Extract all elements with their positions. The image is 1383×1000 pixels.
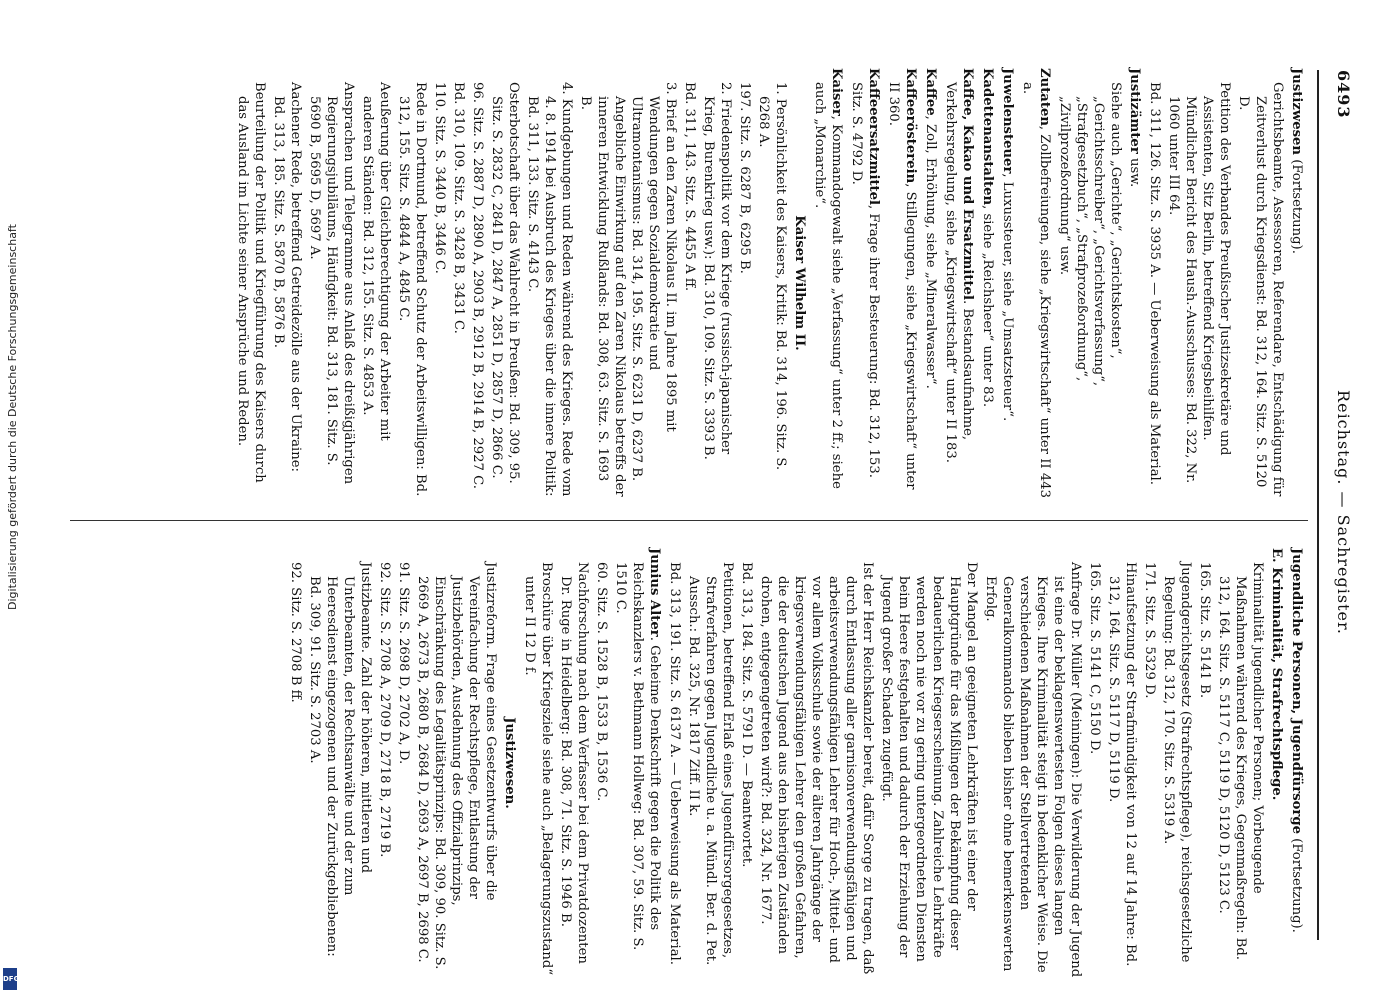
register-entry [942,68,976,498]
entry-line: Aeußerung über Gleichberechtigung der Arbeiter mit anderen Ständen: Bd. 312, 155. Sitz. S. 4853 A. [360,82,392,441]
entry-heading [811,68,845,498]
entry-keyword: Junius Alter [647,548,662,637]
entry-continuation: , Stillegungen, siehe „Kriegswirtschaft“ unter II 360. [886,82,918,490]
dfg-credit [0,0,22,1000]
entry-line: Anfrage Dr. Müller (Meiningen): Die Verwilderung der Jugend ist eine der beklagenswertesten Folgen dieses langen Krieges. Ihre Kriminalität steigt in bedenklicher Weise. Die verschiedenen Maßnahmen der Stellvertretenden Generalkommandos blieben bisher ohne bemerkenswerten Erfolg. [983,562,1083,978]
entry-keyword: E. Kriminalität, Strafrechtspflege. [1269,548,1284,801]
entry-line: 4. Kundgebungen und Reden während des Krieges. Rede vom 4. 8. 1914 bei Ausbruch des Krieges über die innere Politik: Bd. 311, 133. Sitz. S. 4143 C. [525,82,574,497]
entry-heading [885,68,919,498]
entry-continuation: usw. [1127,153,1142,188]
entry-line: Kriminalität jugendlicher Personen; Vorbeugende Maßnahmen während des Krieges, Gegenmaßregeln: Bd. 312, 164. Sitz. S. 5117 C, 5119 D, 5120 D, 5123 C. [1216,562,1265,960]
entry-keyword: Juwelensteuer [1000,68,1015,174]
entry-line: Der Mangel an geeigneten Lehrkräften ist einer der Hauptgründe für das Mißlingen der Bekämpfung dieser bedauerlichen Kriegserscheinung. Zahlreiche Lehrkräfte werden noch nie vor zu gering untergeordneten Diensten beim Heere festgehalten und dadurch der Erziehung der Jugend großer Schaden zugefügt. [879,562,979,962]
entry-line: 92. Sitz. S. 2708 B ff. [288,562,303,703]
register-entry [885,68,919,498]
page-number: 6493 [1334,70,1353,119]
entry-line: Bd. 310, 109. Sitz. S. 3428 B, 3431 C. [451,82,466,334]
entry-continuation: , Zoll, Erhöhung, siehe „Mineralwasser“. [923,115,938,389]
entry-heading [1126,68,1143,498]
section-heading: Kaiser Wilhelm II. [792,215,807,351]
entry-line: Osterbotschaft über das Wahlrecht in Preußen: Bd. 309, 95. Sitz. S. 2832 C, 2841 D, 2847 A, 2851 D, 2857 D, 2866 C. [489,82,521,484]
entry-continuation: , Kommandogewalt siehe „Verfassung“ unter 2 ff.; siehe auch „Monarchie“. [812,82,844,489]
entry-line: Aachener Rede, betreffend Getreidezölle aus der Ukraine: Bd. 313, 185. Sitz. S. 5870 B, 5876 B. [271,82,303,472]
right-column [284,548,1305,978]
register-entry [666,548,1285,978]
entry-line: Petitionen, betreffend Erlaß eines Jugendfürsorgegesetzes, Strafverfahren gegen Jugendliche u. a. Mündl. Ber. d. Pet. Aussch.: Bd. 325, Nr. 1817 Ziff. II k. [686,562,735,966]
entry-line: 92. Sitz. S. 2708 A, 2709 D, 2718 B, 2719 B. [377,562,392,858]
register-entry [234,68,808,498]
entry-keyword: Zutaten [1037,68,1052,126]
entry-keyword: Kadettenanstalten [980,68,995,206]
register-entry [922,68,939,498]
header-rule [1317,70,1319,940]
entry-line: Siehe auch „Gerichte“, „Gerichtskosten“, „Gerichtsschreiber“, „Gerichtsverfassung“, „Strafgesetzbuch“, „Strafprozeßordnung“, „Zivilprozeßordnung“ usw. [1057,82,1123,387]
left-column [231,68,1305,498]
entry-line: Petition des Verbandes Preußischer Justizsekretäre und Assistenten, Sitz Berlin, betreffend Kriegsbeihilfen. Mündlicher Bericht des Haush.-Ausschusses: Bd. 322, Nr. 1060 unter III 64. [1166,82,1232,484]
entry-line: 91. Sitz. S. 2698 D, 2702 A, D. [396,562,411,765]
register-entry [1056,68,1143,498]
entry-keyword: Kaffee [923,68,938,116]
register-entry [521,548,663,978]
entry-heading [1288,548,1305,978]
register-entry [287,548,518,978]
entry-line: Gerichtsbeamte, Assessoren, Referendare, Entschädigung für Zeitverlust durch Kriegsdienst: Bd. 312, 164. Sitz. S. 5120 D. [1236,82,1285,497]
entry-keyword: Justizwesen [1289,68,1304,155]
entry-continuation: . Geheime Denkschrift gegen die Politik des Reichskanzlers v. Bethmann Hollweg: Bd. 307, 59. Sitz. S. 1510 C. [613,562,662,951]
entry-line: Bd. 313, 191. Sitz. S. 6137 A. — Ueberweisung als Material. [667,562,682,965]
page-header [1325,70,1365,955]
entry-heading [979,68,996,498]
dfg-logo: DFG [3,968,17,990]
entry-continuation: (Fortsetzung). [1289,833,1304,933]
entry-heading [1288,68,1305,498]
register-entry [999,68,1016,498]
entry-line: Nachforschung nach dem Verfasser bei dem Privatdozenten Dr. Ruge in Heidelberg: Bd. 308, 71. Sitz. S. 1946 B. [558,562,590,964]
entry-line: 165. Sitz. S. 5141 C, 5150 D. [1087,562,1102,755]
entry-line: Jugendgerichtsgesetz (Strafrechtspflege), reichsgesetzliche Regelung: Bd. 312, 170. Sitz. S. 5319 A. [1161,562,1193,963]
entry-continuation: , Frage ihrer Besteuerung: Bd. 312, 153. Sitz. S. 4792 D. [849,82,881,478]
entry-keyword: Kaiser [829,68,844,116]
entry-heading [999,68,1016,498]
running-title: Reichstag. — Sachregister. [1334,390,1353,635]
entry-keyword: Kaffee, Kakao und Ersatzmittel [960,68,975,300]
entry-continuation: , Luxussteuer, siehe „Umsatzsteuer“. [1000,173,1015,422]
entry-line: Broschüre über Kriegsziele siehe auch „Belagerungszustand“ unter II 12 D f. [522,562,554,976]
entry-continuation: (Fortsetzung). [1289,155,1304,254]
entry-line: Hinaufsetzung der Strafmündigkeit von 12 auf 14 Jahre: Bd. 312, 164. Sitz. S. 5117 D, 5119 D. [1106,562,1138,967]
register-entry [811,68,845,498]
entry-line: Bd. 311, 126. Sitz. S. 3935 A. — Ueberweisung als Material. [1147,82,1162,485]
entry-heading [1268,548,1285,978]
entry-line: 3. Brief an den Zaren Nikolaus II. im Jahre 1895 mit Wendungen gegen Sozialdemokratie und Ultramontanismus: Bd. 314, 195. Sitz. S. 6231 D, 6237 B. Angebliche Einwirkung auf den Zaren Nikolaus betreffs der inneren Entwicklung Rußlands: Bd. 308, 63. Sitz. S. 1693 B. [578,82,678,497]
entry-keyword: Kaffeerösterein [903,68,918,184]
entry-line: 165. Sitz. S. 5141 B. [1197,562,1212,699]
entry-keyword: Kaffeeersatzmittel [866,68,881,206]
entry-heading [848,68,882,498]
register-entry [1288,548,1305,978]
register-entry [1019,68,1053,498]
entry-continuation: , siehe „Reichsheer“ unter 83. [980,205,995,408]
register-entry [1146,68,1305,498]
entry-line: 1. Persönlichkeit des Kaisers, Kritik: Bd. 314, 196. Sitz. S. 6268 A. [756,82,788,471]
entry-keyword: Justizämter [1127,68,1142,154]
column-divider [70,520,1308,521]
entry-heading [1019,68,1053,498]
entry-heading [922,68,939,498]
entry-line: Ist der Herr Reichskanzler bereit, dafür Sorge zu tragen, daß durch Entlassung aller garnisonverwendungsfähigen und arbeitsverwendungsfähigen Lehrer für Hoch-, Mittel- und vor allem Volksschule sowie der älteren Jahrgänge der kriegsverwendungsfähigen Lehrer den großen Gefahren, die der deutschen Jugend aus den bisherigen Zuständen drohen, entgegengetreten wird?: Bd. 324, Nr. 1677. [758,562,875,975]
entry-heading [612,548,663,978]
entry-line: 171. Sitz. S. 5329 D. [1142,562,1157,699]
entry-line: Justizbeamte. Zahl der höheren, mittleren und Unterbeamten, der Rechtsanwälte und der zum Heeresdienst eingezogenen und der Zurückgebliebenen: Bd. 309, 91. Sitz. S. 2703 A. [307,562,373,957]
register-entry [979,68,996,498]
entry-line: Justizreform. Frage eines Gesetzentwurfs über die Vereinfachung der Rechtspflege, Entlastung der Justizbehörden, Ausdehnung des Offizialprinzips, Einschränkung des Legalitätsprinzips: Bd. 309, 90. Sitz. S. 2669 A, 2673 B, 2680 B, 2684 D, 2693 A, 2697 B, 2698 C. [415,562,498,970]
entry-keyword: Jugendliche Personen, Jugendfürsorge [1289,548,1304,834]
entry-continuation: . Bestandsaufnahme, Verkehrsregelung, siehe „Kriegswirtschaft“ unter II 183. [943,82,975,463]
entry-line: 96. Sitz. S. 2887 D, 2890 A, 2903 B, 2912 B, 2914 B, 2927 C. [470,82,485,489]
dfg-credit-text: Digitalisierung gefördert durch die Deutsche Forschungsgemeinschaft [6,224,19,610]
entry-line: 110. Sitz. S. 3440 B, 3446 C. [432,82,447,274]
entry-line: Bd. 313, 184. Sitz. S. 5791 D. — Beantwortet. [739,562,754,868]
register-entry [848,68,882,498]
entry-line: 2. Friedenspolitik vor dem Kriege (russisch-japanischer Krieg, Burenkrieg usw.): Bd. 310, 109. Sitz. S. 3393 B. [701,82,733,460]
entry-continuation: , Zollbefreiungen, siehe „Kriegswirtschaft“ unter II 443 a. [1020,82,1052,499]
section-heading: Justizwesen. [502,717,517,809]
entry-line: Rede in Dortmund, betreffend Schutz der Arbeitswilligen: Bd. 312, 155. Sitz. S. 4844 A, 4845 C. [396,82,428,497]
entry-heading [942,68,976,498]
entry-line: 197. Sitz. S. 6287 B, 6295 B. [737,82,752,274]
entry-line: 60. Sitz. S. 1528 B, 1533 B, 1536 C. [594,562,609,802]
entry-line: Beurteilung der Politik und Kriegführung des Kaisers durch das Ausland im Lichte seiner Ansprüche und Reden. [235,82,267,483]
entry-line: Ansprachen und Telegramme aus Anlaß des dreißigjährigen Regierungsjubiläums, Häufigkeit: Bd. 313, 181. Sitz. S. 5690 B, 5695 D, 5697 A. [307,82,356,485]
entry-line: Bd. 311, 143. Sitz. S. 4455 A ff. [682,82,697,292]
